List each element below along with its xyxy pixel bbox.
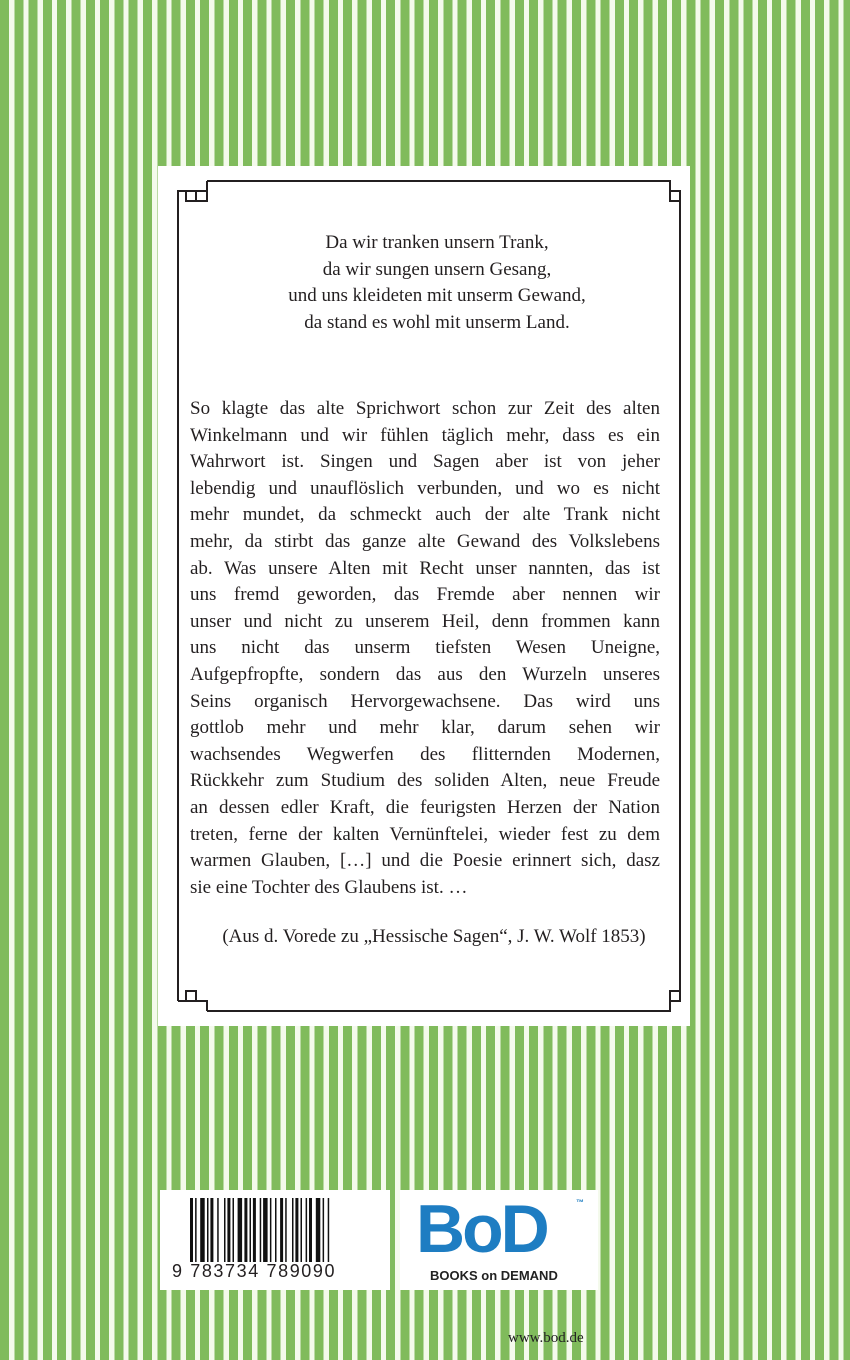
trademark: ™: [576, 1198, 584, 1207]
barcode-bar: [301, 1198, 303, 1264]
blurb-line: sie eine Tochter des Glaubens ist. …: [190, 876, 468, 898]
blurb-line: wachsendes Wegwerfen des flitternden Modernen,: [190, 743, 660, 765]
barcode-bar: [292, 1198, 294, 1264]
publisher-logo: [400, 1190, 598, 1290]
poem-line: da wir sungen unsern Gesang,: [322, 258, 552, 280]
blurb-line: warmen Glauben, […] und die Poesie erinnert sich, dasz: [190, 850, 660, 872]
blurb-line: uns nicht das unserm tiefsten Wesen Uneigne,: [190, 637, 660, 659]
blurb-text: [190, 396, 660, 901]
barcode-bar: [250, 1198, 252, 1264]
blurb-line: Wahrwort ist. Singen und Sagen aber ist von jeher: [190, 451, 660, 473]
barcode-bar: [253, 1198, 256, 1264]
barcode-bar: [275, 1198, 277, 1264]
blurb-line: an dessen edler Kraft, die feurigsten Herzen der Nation: [190, 796, 660, 818]
poem-line: und uns kleideten mit unserm Gewand,: [288, 285, 586, 306]
barcode-bar: [270, 1198, 272, 1264]
barcode-bar: [260, 1198, 262, 1264]
barcode-bar: [280, 1198, 283, 1264]
blurb-line: lebendig und unauflöslich verbunden, und wo es nicht: [190, 477, 660, 499]
blurb-line: Rückkehr zum Studium des soliden Alten, neue Freude: [190, 770, 660, 792]
poem-line: da stand es wohl mit unserm Land.: [304, 311, 570, 333]
poem-line: Da wir tranken unsern Trank,: [325, 232, 549, 253]
barcode-bar: [309, 1198, 312, 1264]
barcode-bar: [306, 1198, 308, 1264]
text-panel: [158, 166, 690, 1026]
poem: [158, 230, 690, 336]
barcode-bar: [285, 1198, 287, 1264]
barcode-bar: [295, 1198, 298, 1264]
isbn-barcode: [160, 1190, 390, 1290]
publisher-url: www.bod.de: [508, 1330, 584, 1346]
blurb-line: Aufgepfropfte, sondern das aus den Wurzeln unseres: [190, 663, 660, 685]
blurb-line: unser und nicht zu unserem Heil, denn frommen kann: [190, 610, 660, 632]
blurb-line: Seins organisch Hervorgewachsene. Das wird uns: [190, 690, 660, 712]
blurb-line: Winkelmann und wir fühlen täglich mehr, dass es ein: [190, 424, 660, 446]
barcode-bar: [217, 1198, 219, 1264]
blurb-line: uns fremd geworden, das Fremde aber nennen wir: [190, 584, 660, 606]
barcode-bar: [207, 1198, 209, 1264]
barcode-bar: [210, 1198, 213, 1264]
barcode-bar: [244, 1198, 247, 1264]
barcode-bar: [316, 1198, 321, 1264]
source-citation: (Aus d. Vorede zu „Hessische Sagen“, J. W. Wolf 1853): [222, 926, 646, 947]
bod-logo-text: BoD: [416, 1191, 547, 1267]
barcode-bar: [263, 1198, 268, 1264]
publisher-tagline: BOOKS on DEMAND: [430, 1268, 558, 1283]
blurb-line: ab. Was unsere Alten mit Recht unser nannten, das ist: [190, 557, 660, 579]
isbn-number: 9 783734 789090: [172, 1261, 337, 1281]
blurb-line: So klagte das alte Sprichwort schon zur Zeit des alten: [190, 398, 660, 419]
blurb-line: gottlob mehr und mehr klar, darum sehen wir: [190, 717, 660, 739]
barcode-bar: [227, 1198, 230, 1264]
barcode-bar: [224, 1198, 226, 1264]
blurb-line: mehr, da stirbt das ganze alte Gewand des Volkslebens: [190, 530, 660, 552]
barcode-bar: [238, 1198, 243, 1264]
barcode-bar: [233, 1198, 235, 1264]
blurb-line: treten, ferne der kalten Vernünftelei, wieder fest zu dem: [190, 823, 660, 845]
barcode-bar: [200, 1198, 205, 1264]
blurb-line: mehr mundet, da schmeckt auch der alte Trank nicht: [190, 504, 660, 526]
